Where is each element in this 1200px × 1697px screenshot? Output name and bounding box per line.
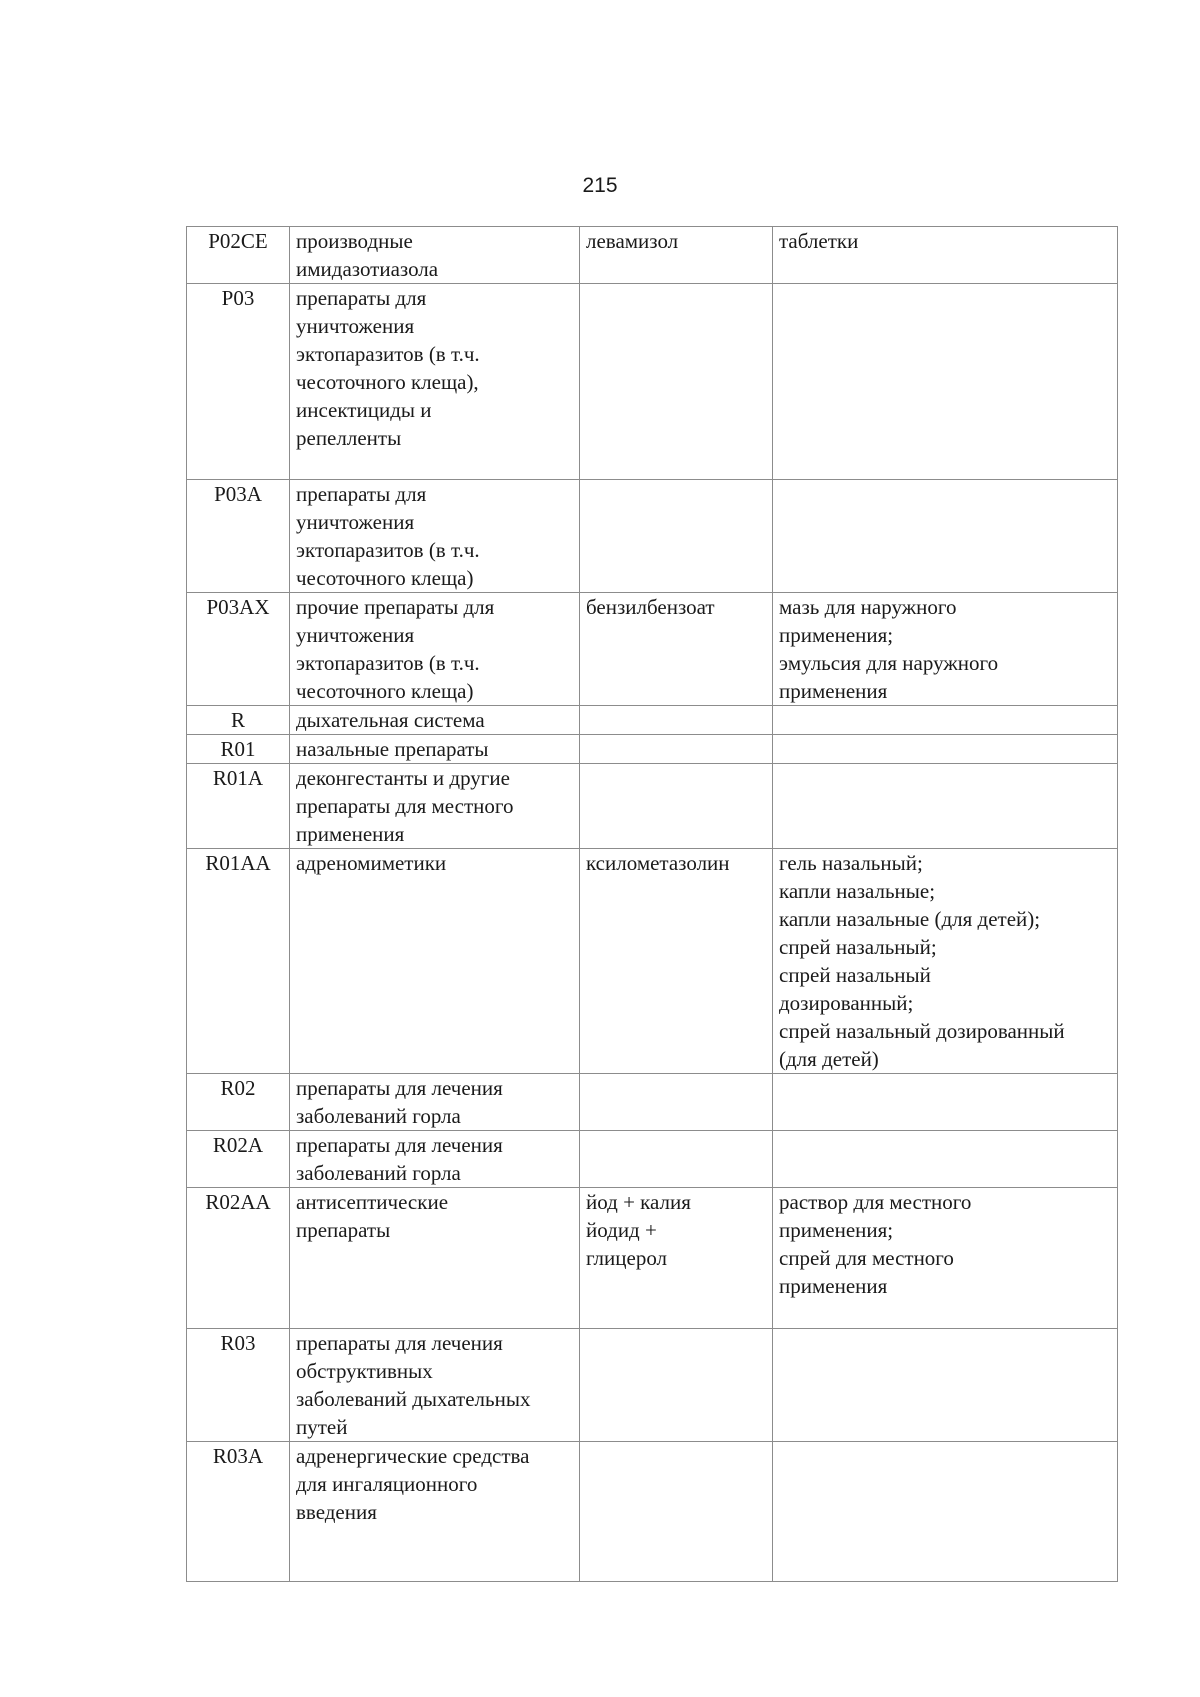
group-name-cell <box>290 735 580 764</box>
dosage-forms-line: спрей назальный; <box>779 935 937 959</box>
dosage-forms-line: раствор для местного <box>779 1190 972 1214</box>
dosage-forms-cell <box>773 284 1118 480</box>
medication-table <box>186 226 1118 1582</box>
drug-name-cell <box>580 1329 773 1442</box>
table-row <box>187 1074 1118 1131</box>
group-name-line: заболеваний дыхательных <box>296 1387 531 1411</box>
atc-code-cell: R02 <box>187 1074 290 1131</box>
group-name-line: препараты для местного <box>296 794 514 818</box>
dosage-forms-line: спрей для местного <box>779 1246 954 1270</box>
dosage-forms-line: мазь для наружного <box>779 595 957 619</box>
group-name-line: дыхательная система <box>296 708 485 732</box>
group-name-cell <box>290 1188 580 1329</box>
group-name-line: инсектициды и <box>296 398 432 422</box>
group-name-line: адренергические средства <box>296 1444 530 1468</box>
drug-name-cell <box>580 480 773 593</box>
group-name-cell <box>290 1074 580 1131</box>
dosage-forms-line: дозированный; <box>779 991 914 1015</box>
group-name-cell <box>290 227 580 284</box>
atc-code-cell: R03 <box>187 1329 290 1442</box>
group-name-line: эктопаразитов (в т.ч. <box>296 538 480 562</box>
atc-code-cell: P03AX <box>187 593 290 706</box>
dosage-forms-line: применения <box>779 1274 888 1298</box>
dosage-forms-line: гель назальный; <box>779 851 923 875</box>
group-name-line: препараты для лечения <box>296 1133 503 1157</box>
group-name-line: путей <box>296 1415 348 1439</box>
page-number: 215 <box>582 174 618 197</box>
dosage-forms-line: применения <box>779 679 888 703</box>
drug-name-line: глицерол <box>586 1246 668 1270</box>
group-name-line: заболеваний горла <box>296 1104 461 1128</box>
group-name-line: препараты для <box>296 286 427 310</box>
dosage-forms-cell <box>773 593 1118 706</box>
group-name-cell <box>290 849 580 1074</box>
atc-code-cell: R <box>187 706 290 735</box>
group-name-line: имидазотиазола <box>296 257 439 281</box>
dosage-forms-cell <box>773 1074 1118 1131</box>
atc-code-cell: P02CE <box>187 227 290 284</box>
dosage-forms-line: эмульсия для наружного <box>779 651 999 675</box>
dosage-forms-line: таблетки <box>779 229 859 253</box>
drug-name-cell <box>580 284 773 480</box>
dosage-forms-cell <box>773 480 1118 593</box>
dosage-forms-cell <box>773 1188 1118 1329</box>
group-name-line: препараты для лечения <box>296 1076 503 1100</box>
dosage-forms-cell <box>773 706 1118 735</box>
group-name-cell <box>290 480 580 593</box>
table-row <box>187 593 1118 706</box>
atc-code-cell: R01AA <box>187 849 290 1074</box>
drug-name-cell <box>580 1188 773 1329</box>
drug-name-cell <box>580 735 773 764</box>
group-name-line: деконгестанты и другие <box>296 766 510 790</box>
dosage-forms-line: применения; <box>779 623 894 647</box>
drug-name-cell <box>580 764 773 849</box>
group-name-line: препараты <box>296 1218 391 1242</box>
dosage-forms-line: капли назальные (для детей); <box>779 907 1041 931</box>
table-row <box>187 764 1118 849</box>
group-name-line: заболеваний горла <box>296 1161 461 1185</box>
group-name-cell <box>290 1131 580 1188</box>
group-name-line: репелленты <box>296 426 402 450</box>
group-name-line: уничтожения <box>296 510 415 534</box>
group-name-line: производные <box>296 229 413 253</box>
group-name-line: прочие препараты для <box>296 595 495 619</box>
drug-name-cell <box>580 1131 773 1188</box>
group-name-line: назальные препараты <box>296 737 489 761</box>
dosage-forms-cell <box>773 1131 1118 1188</box>
table-row <box>187 284 1118 480</box>
group-name-line: для ингаляционного <box>296 1472 478 1496</box>
group-name-line: чесоточного клеща) <box>296 679 474 703</box>
drug-name-cell <box>580 1074 773 1131</box>
table-row <box>187 735 1118 764</box>
group-name-cell <box>290 1329 580 1442</box>
atc-code-cell: R02AA <box>187 1188 290 1329</box>
dosage-forms-cell <box>773 849 1118 1074</box>
group-name-line: эктопаразитов (в т.ч. <box>296 651 480 675</box>
table-row <box>187 227 1118 284</box>
group-name-cell <box>290 1442 580 1582</box>
group-name-line: введения <box>296 1500 377 1524</box>
table-row <box>187 1131 1118 1188</box>
table-row <box>187 480 1118 593</box>
drug-name-line: левамизол <box>586 229 679 253</box>
dosage-forms-cell <box>773 1442 1118 1582</box>
dosage-forms-cell <box>773 227 1118 284</box>
atc-code-cell: P03A <box>187 480 290 593</box>
group-name-line: чесоточного клеща) <box>296 566 474 590</box>
drug-name-cell <box>580 706 773 735</box>
drug-name-line: ксилометазолин <box>586 851 730 875</box>
group-name-line: применения <box>296 822 405 846</box>
drug-name-cell <box>580 1442 773 1582</box>
table-row <box>187 1442 1118 1582</box>
atc-code-cell: R01A <box>187 764 290 849</box>
table-row <box>187 849 1118 1074</box>
atc-code-cell: P03 <box>187 284 290 480</box>
group-name-line: антисептические <box>296 1190 449 1214</box>
group-name-cell <box>290 764 580 849</box>
atc-code-cell: R02A <box>187 1131 290 1188</box>
table-row <box>187 1329 1118 1442</box>
drug-name-line: бензилбензоат <box>586 595 715 619</box>
drug-name-cell <box>580 227 773 284</box>
dosage-forms-line: спрей назальный дозированный <box>779 1019 1065 1043</box>
atc-code-cell: R03A <box>187 1442 290 1582</box>
dosage-forms-line: спрей назальный <box>779 963 931 987</box>
group-name-line: адреномиметики <box>296 851 447 875</box>
group-name-cell <box>290 706 580 735</box>
dosage-forms-line: капли назальные; <box>779 879 936 903</box>
drug-name-cell <box>580 849 773 1074</box>
drug-name-line: йодид + <box>586 1218 657 1242</box>
group-name-line: препараты для <box>296 482 427 506</box>
dosage-forms-cell <box>773 1329 1118 1442</box>
drug-name-line: йод + калия <box>586 1190 691 1214</box>
drug-name-cell <box>580 593 773 706</box>
group-name-cell <box>290 593 580 706</box>
group-name-cell <box>290 284 580 480</box>
table-row <box>187 1188 1118 1329</box>
group-name-line: эктопаразитов (в т.ч. <box>296 342 480 366</box>
group-name-line: препараты для лечения <box>296 1331 503 1355</box>
atc-code-cell: R01 <box>187 735 290 764</box>
dosage-forms-line: (для детей) <box>779 1047 879 1071</box>
group-name-line: уничтожения <box>296 314 415 338</box>
table-row <box>187 706 1118 735</box>
dosage-forms-cell <box>773 735 1118 764</box>
dosage-forms-cell <box>773 764 1118 849</box>
group-name-line: обструктивных <box>296 1359 433 1383</box>
table-body <box>187 227 1118 1582</box>
group-name-line: чесоточного клеща), <box>296 370 479 394</box>
group-name-line: уничтожения <box>296 623 415 647</box>
dosage-forms-line: применения; <box>779 1218 894 1242</box>
